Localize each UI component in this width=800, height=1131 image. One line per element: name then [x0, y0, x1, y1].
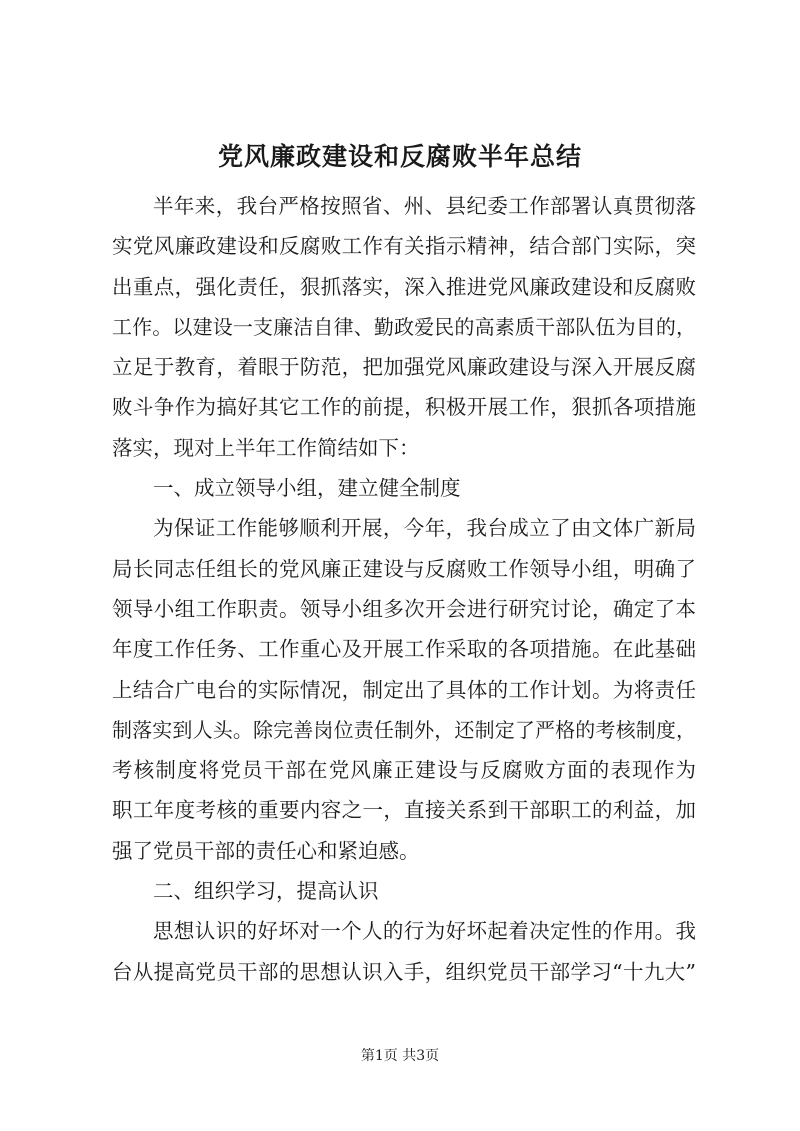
paragraph-line: 败斗争作为搞好其它工作的前提，积极开展工作，狠抓各项措施: [112, 395, 696, 420]
document-body: [112, 186, 696, 992]
document-title: 党风廉政建设和反腐败半年总结: [217, 142, 582, 171]
paragraph-line: 强了党员干部的责任心和紧迫感。: [112, 838, 420, 863]
paragraph-line: 半年来，我台严格按照省、州、县纪委工作部署认真贯彻落: [153, 194, 696, 218]
paragraph-line: 出重点，强化责任，狠抓落实，深入推进党风廉政建设和反腐败: [112, 274, 696, 299]
paragraph-line: 年度工作任务、工作重心及开展工作采取的各项措施。在此基础: [112, 637, 696, 662]
paragraph-line: 局长同志任组长的党风廉正建设与反腐败工作领导小组，明确了: [112, 556, 696, 581]
paragraph-line: 为保证工作能够顺利开展，今年，我台成立了由文体广新局: [153, 516, 696, 541]
page-footer: 第1页 共3页: [360, 1048, 440, 1064]
paragraph-line: 工作。以建设一支廉洁自律、勤政爱民的高素质干部队伍为目的，: [112, 314, 696, 339]
paragraph-line: 制落实到人头。除完善岗位责任制外，还制定了严格的考核制度，: [112, 717, 696, 742]
paragraph-line: 上结合广电台的实际情况，制定出了具体的工作计划。为将责任: [112, 677, 696, 702]
paragraph-line: 台从提高党员干部的思想认识入手，组织党员干部学习“十九大”: [112, 959, 696, 984]
paragraph-line: 思想认识的好坏对一个人的行为好坏起着决定性的作用。我: [153, 919, 696, 944]
paragraph-line: 落实，现对上半年工作简结如下：: [112, 435, 420, 460]
paragraph-line: 职工年度考核的重要内容之一，直接关系到干部职工的利益，加: [112, 798, 696, 823]
paragraph-line: 领导小组工作职责。领导小组多次开会进行研究讨论，确定了本: [112, 596, 696, 621]
paragraph-line: 立足于教育，着眼于防范，把加强党风廉政建设与深入开展反腐: [112, 355, 696, 380]
section-heading: 一、成立领导小组，建立健全制度: [153, 476, 461, 501]
paragraph-line: 实党风廉政建设和反腐败工作有关指示精神，结合部门实际，突: [112, 234, 696, 259]
section-heading: 二、组织学习，提高认识: [153, 879, 379, 904]
paragraph-line: 考核制度将党员干部在党风廉正建设与反腐败方面的表现作为: [112, 758, 696, 783]
